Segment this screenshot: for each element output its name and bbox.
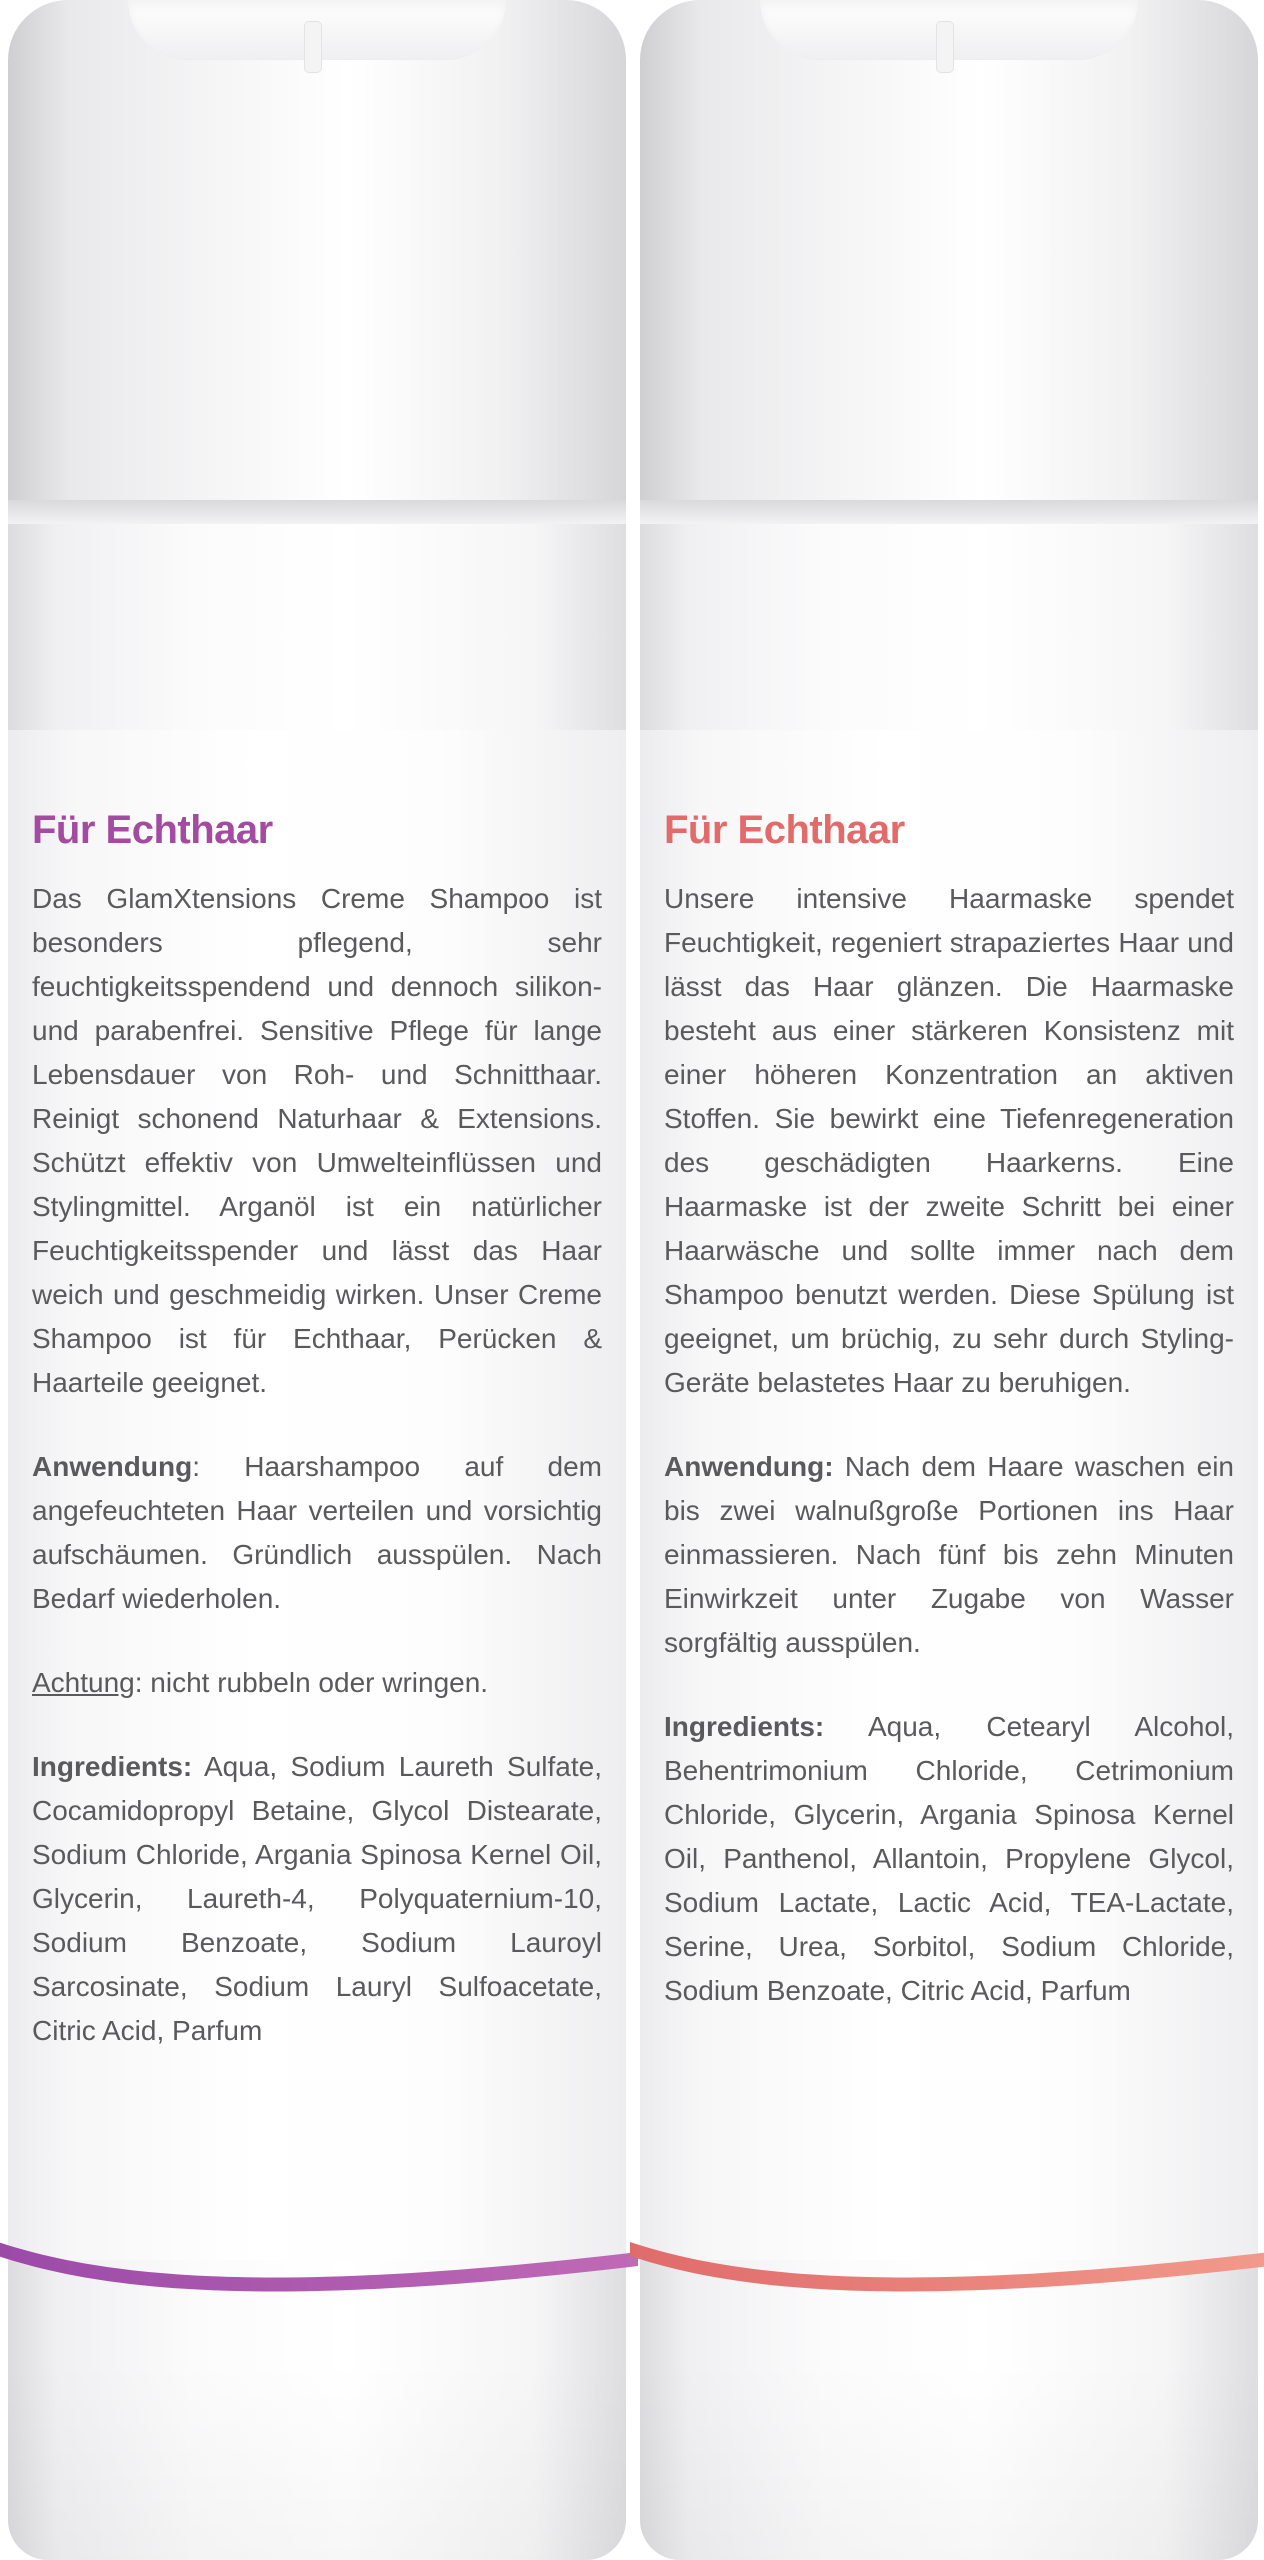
shampoo-bottle	[8, 0, 626, 2560]
label-heading: Für Echthaar	[32, 808, 273, 852]
caution-label: Achtung	[32, 1667, 135, 1698]
ingredients-text: Aqua, Cetearyl Alcohol, Behentrimonium Chloride, Cetrimonium Chloride, Glycerin, Argania Spinosa Kernel Oil, Panthenol, Allantoin, Propylene Glycol, Sodium Lactate, Lactic Acid, TEA-Lactate, Serine, Urea, Sorbitol, Sodium Chloride, Sodium Benzoate, Citric Acid, Parfum	[664, 1711, 1234, 2006]
ingredients-text: Aqua, Sodium Laureth Sulfate, Cocamidopropyl Betaine, Glycol Distearate, Sodium Chloride, Argania Spinosa Kernel Oil, Glycerin, Laureth-4, Polyquaternium-10, Sodium Benzoate, Sodium Lauroyl Sarcosinate, Sodium Lauryl Sulfoacetate, Citric Acid, Parfum	[32, 1751, 602, 2046]
cap-slot	[305, 22, 321, 72]
label-content	[32, 808, 602, 2053]
cap-rim	[640, 500, 1258, 524]
bottle-cap	[8, 0, 626, 520]
usage-text: Nach dem Haare waschen ein bis zwei walnußgroße Portionen ins Haar einmassieren. Nach fünf bis zehn Minuten Einwirkzeit unter Zugabe von Wasser sorgfältig ausspülen.	[664, 1451, 1234, 1658]
cap-slot	[937, 22, 953, 72]
label-heading: Für Echthaar	[664, 808, 905, 852]
label-content	[664, 808, 1234, 2013]
cap-rim	[8, 500, 626, 524]
product-description: Unsere intensive Haarmaske spendet Feuchtigkeit, regeniert strapaziertes Haar und lässt das Haar glänzen. Die Haarmaske besteht aus einer stärkeren Konsistenz mit einer höheren Konzentration an aktiven Stoffen. Sie bewirkt eine Tiefenregeneration des geschädigten Haarkerns. Eine Haarmaske ist der zweite Schritt bei einer Haarwäsche und sollte immer nach dem Shampoo benutzt werden. Diese Spülung ist geeignet, um brüchig, zu sehr durch Styling-Geräte belastetes Haar zu beruhigen.	[664, 883, 1234, 1398]
accent-stripe	[630, 2232, 1264, 2312]
caution-note	[32, 1661, 602, 1705]
ingredients-label: Ingredients:	[664, 1711, 825, 1742]
usage-text: : Haarshampoo auf dem angefeuchteten Haar verteilen und vorsichtig aufschäumen. Gründlich ausspülen. Nach Bedarf wiederholen.	[32, 1451, 602, 1614]
ingredients-list	[664, 1705, 1234, 2013]
usage-label: Anwendung	[32, 1451, 193, 1482]
usage-instructions	[32, 1445, 602, 1621]
usage-instructions	[664, 1445, 1234, 1665]
product-description: Das GlamXtensions Creme Shampoo ist besonders pflegend, sehr feuchtigkeitsspendend und dennoch silikon- und parabenfrei. Sensitive Pflege für lange Lebensdauer von Roh- und Schnitthaar. Reinigt schonend Naturhaar & Extensions. Schützt effektiv von Umwelteinflüssen und Stylingmittel. Arganöl ist ein natürlicher Feuchtigkeitsspender und lässt das Haar weich und geschmeidig wirken. Unser Creme Shampoo ist für Echthaar, Perücken & Haarteile geeignet.	[32, 883, 602, 1398]
ingredients-list	[32, 1745, 602, 2053]
usage-label: Anwendung:	[664, 1451, 834, 1482]
caution-text: : nicht rubbeln oder wringen.	[134, 1667, 489, 1698]
hair-mask-bottle	[640, 0, 1258, 2560]
bottle-cap	[640, 0, 1258, 520]
bottle-shadow	[640, 2360, 1258, 2560]
bottle-shadow	[8, 2360, 626, 2560]
ingredients-label: Ingredients:	[32, 1751, 193, 1782]
accent-stripe	[0, 2232, 638, 2312]
